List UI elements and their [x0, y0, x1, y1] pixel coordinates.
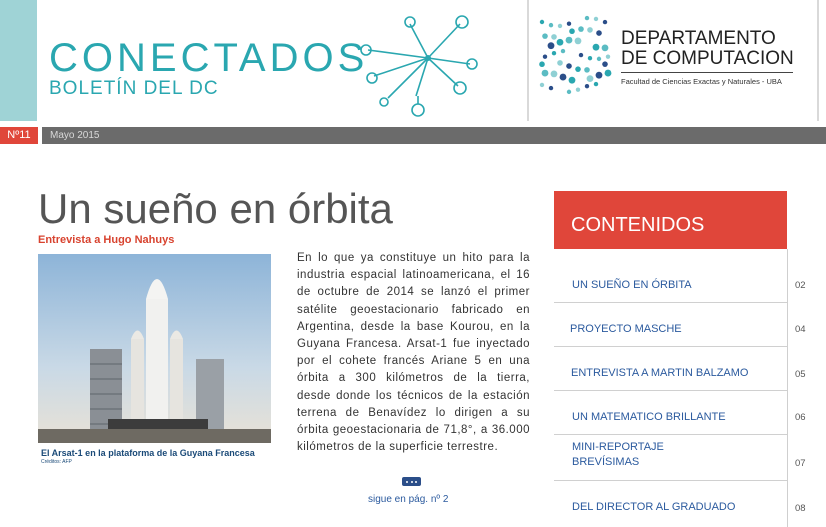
more-dots-button[interactable]: [402, 477, 421, 486]
toc-page: 02: [795, 280, 806, 291]
toc-separator: [554, 390, 787, 391]
header-divider-right: [817, 0, 819, 121]
continued-link[interactable]: sigue en pág. nº 2: [368, 494, 449, 505]
toc-page: 08: [795, 503, 806, 514]
toc-item-matematico[interactable]: UN MATEMATICO BRILLANTE: [572, 411, 726, 423]
toc-item-sueno[interactable]: UN SUEÑO EN ÓRBITA: [572, 279, 692, 291]
photo-caption: El Arsat-1 en la plataforma de la Guyana Francesa: [41, 448, 255, 458]
dotted-wave-logo-icon: [536, 14, 616, 104]
article-kicker: Entrevista a Hugo Nahuys: [38, 234, 175, 246]
article-headline: Un sueño en órbita: [38, 185, 393, 232]
toc-item-director[interactable]: DEL DIRECTOR AL GRADUADO: [572, 501, 736, 513]
toc-separator: [554, 302, 787, 303]
department-underline: [621, 72, 793, 73]
toc-separator: [554, 480, 787, 481]
faculty-name: Facultad de Ciencias Exactas y Naturales - UBA: [621, 77, 782, 86]
toc-separator: [554, 434, 787, 435]
issue-bar: [42, 127, 826, 144]
toc-page: 04: [795, 324, 806, 335]
toc-item-brevisimas[interactable]: BREVÍSIMAS: [572, 456, 640, 468]
department-name-line2: DE COMPUTACION: [621, 48, 794, 69]
newsletter-subtitle: BOLETÍN DEL DC: [49, 78, 219, 99]
header-accent-bar: [0, 0, 37, 121]
department-name-line1: DEPARTAMENTO: [621, 28, 776, 49]
newsletter-title: CONECTADOS: [49, 36, 369, 80]
photo-credit: Créditos: AFP: [41, 459, 72, 465]
toc-separator: [554, 346, 787, 347]
contents-divider: [787, 249, 788, 527]
toc-page: 06: [795, 412, 806, 423]
toc-item-balzamo[interactable]: ENTREVISTA A MARTIN BALZAMO: [571, 367, 749, 379]
rocket-launch-photo: [38, 254, 271, 443]
header-divider: [527, 0, 529, 121]
toc-page: 07: [795, 458, 806, 469]
contents-title: CONTENIDOS: [571, 214, 705, 236]
toc-item-mini-reportaje[interactable]: MINI-REPORTAJE: [572, 441, 664, 453]
network-nodes-icon: [358, 14, 478, 118]
toc-page: 05: [795, 369, 806, 380]
toc-item-masche[interactable]: PROYECTO MASCHE: [570, 323, 682, 335]
issue-date: Mayo 2015: [50, 130, 100, 141]
article-body: En lo que ya constituye un hito para la industria espacial latinoamericana, el 16 de octubre de 2014 se lanzó el primer satélite geoestacionario fabricado en Argentina, desde la base Kourou, en la Guyana Francesa. Arsat-1 fue inyectado por el cohete francés Ariane 5 en una órbita a 300 kilómetros de la tierra, desde donde los técnicos de la estación terrena de Benavídez lo dirigen a su órbita geoestacionaria de 71,8°, a 36.000 kilómetros de la superficie terrestre.: [297, 252, 530, 454]
issue-number-badge: Nº11: [0, 127, 38, 144]
